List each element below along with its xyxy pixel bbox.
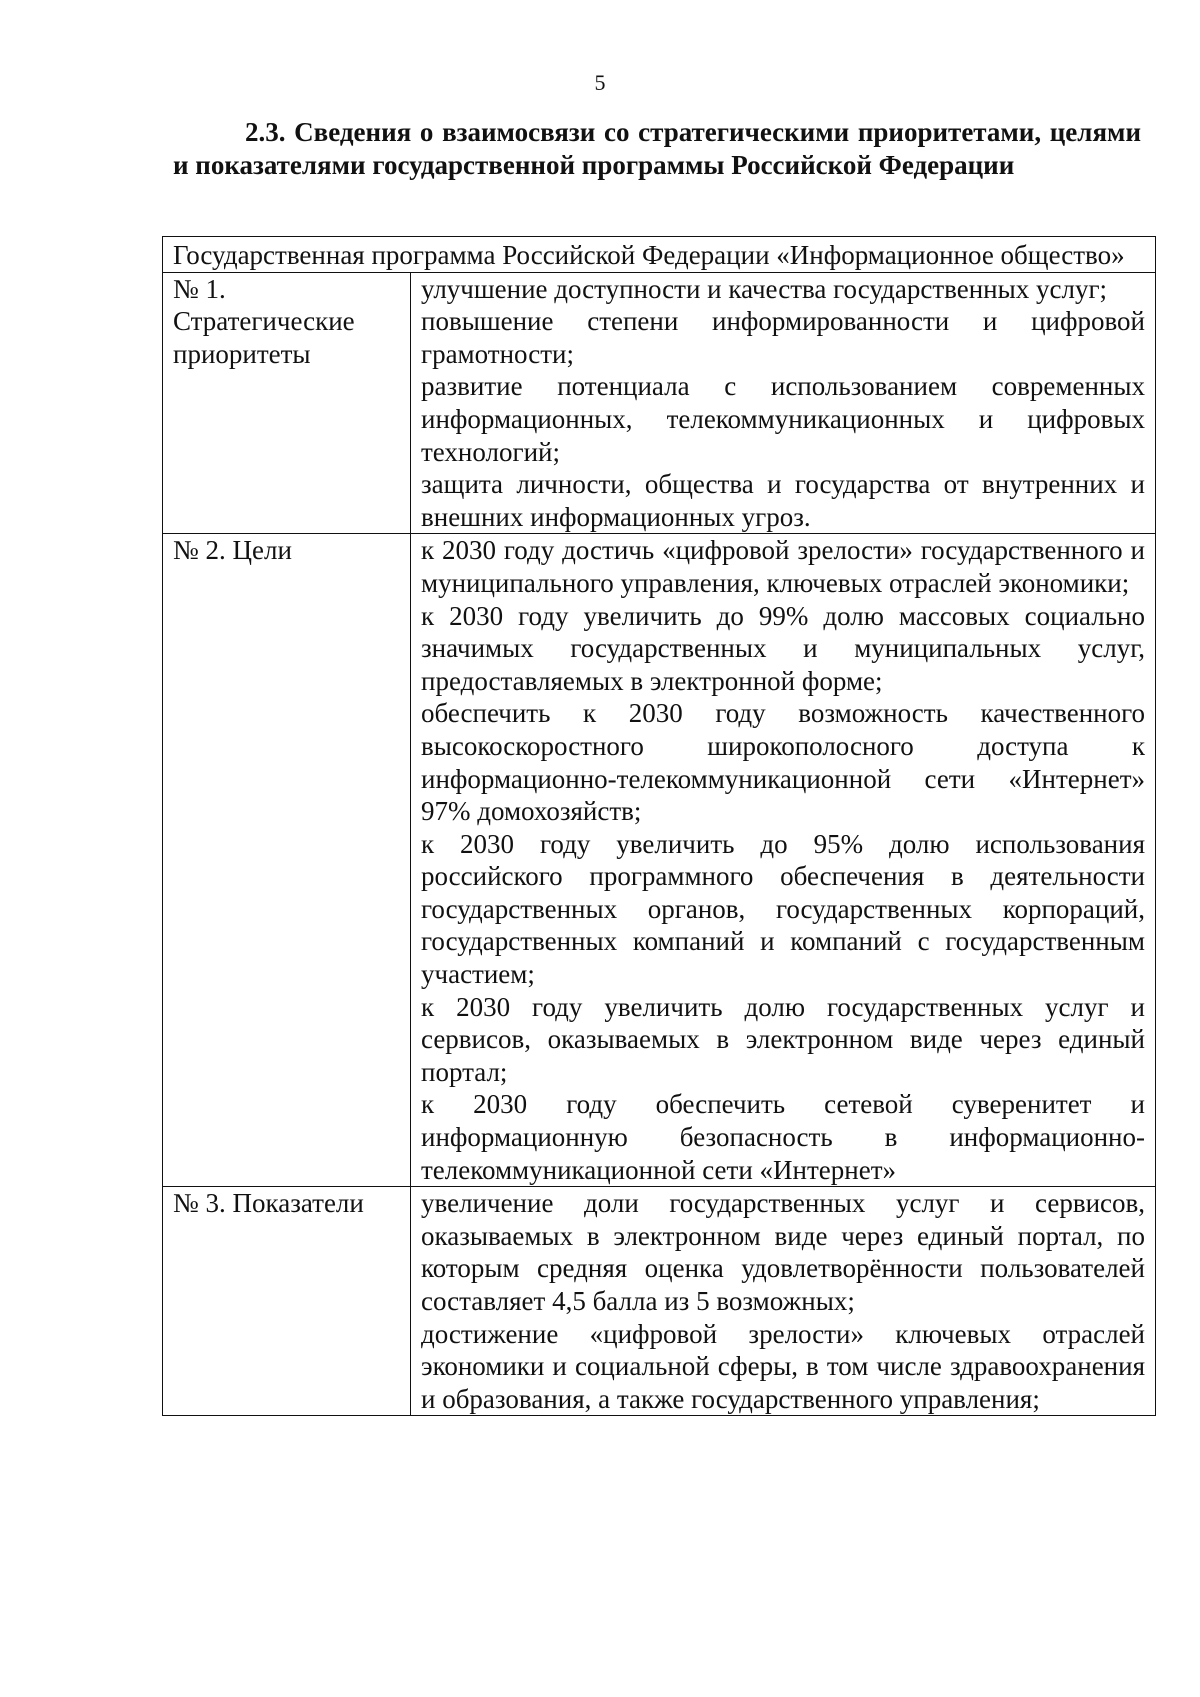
program-name-cell (163, 237, 1156, 273)
goal-item: обеспечить к 2030 году возможность качественного высокоскоростного широкополосного доступа к информационно-телекоммуникационной сети «Интернет» 97% домохозяйств; (421, 698, 1145, 827)
table-header-row (163, 237, 1156, 273)
priority-item: улучшение доступности и качества государственных услуг; (421, 273, 1108, 304)
table-row-indicators (163, 1187, 1156, 1416)
priority-item: защита личности, общества и государства от внутренних и внешних информационных угроз. (421, 469, 1145, 532)
goal-item: к 2030 году увеличить долю государственных услуг и сервисов, оказываемых в электронном виде через единый портал; (421, 991, 1145, 1087)
row-label-priorities: № 1. Стратегические приоритеты (173, 273, 355, 369)
section-title: 2.3. Сведения о взаимосвязи со стратегическими приоритетами, целями и показателями государственной программы Российской Федерации (173, 117, 1141, 180)
goal-item: к 2030 году увеличить до 95% долю использования российского программного обеспечения в деятельности государственных органов, государственных корпораций, государственных компаний и компаний с государственным участием; (421, 828, 1145, 990)
indicator-item: достижение «цифровой зрелости» ключевых отраслей экономики и социальной сферы, в том числе здравоохранения и образования, а также государственного управления; (421, 1318, 1145, 1414)
goal-item: к 2030 году обеспечить сетевой суверенитет и информационную безопасность в информационно-телекоммуникационной сети «Интернет» (421, 1089, 1145, 1185)
row-label-cell (163, 272, 411, 534)
priority-item: повышение степени информированности и цифровой грамотности; (421, 306, 1145, 369)
row-label-indicators: № 3. Показатели (173, 1188, 364, 1219)
row-content-cell (411, 534, 1156, 1187)
indicator-item: увеличение доли государственных услуг и сервисов, оказываемых в электронном виде через единый портал, по которым средняя оценка удовлетворённости пользователей составляет 4,5 балла из 5 возможных; (421, 1188, 1145, 1316)
row-label-cell (163, 534, 411, 1187)
program-info-table (162, 236, 1156, 1416)
priority-item: развитие потенциала с использованием современных информационных, телекоммуникационных и цифровых технологий; (421, 371, 1145, 467)
program-name: Государственная программа Российской Федерации «Информационное общество» (173, 240, 1125, 270)
table-row-priorities (163, 272, 1156, 534)
goal-item: к 2030 году достичь «цифровой зрелости» государственного и муниципального управления, ключевых отраслей экономики; (421, 535, 1145, 598)
row-label-goals: № 2. Цели (173, 535, 292, 566)
row-label-cell (163, 1187, 411, 1416)
table-row-goals (163, 534, 1156, 1187)
goal-item: к 2030 году увеличить до 99% долю массовых социально значимых государственных и муниципальных услуг, предоставляемых в электронной форме; (421, 600, 1145, 696)
row-content-cell (411, 1187, 1156, 1416)
row-content-cell (411, 272, 1156, 534)
page-number: 5 (594, 70, 606, 95)
